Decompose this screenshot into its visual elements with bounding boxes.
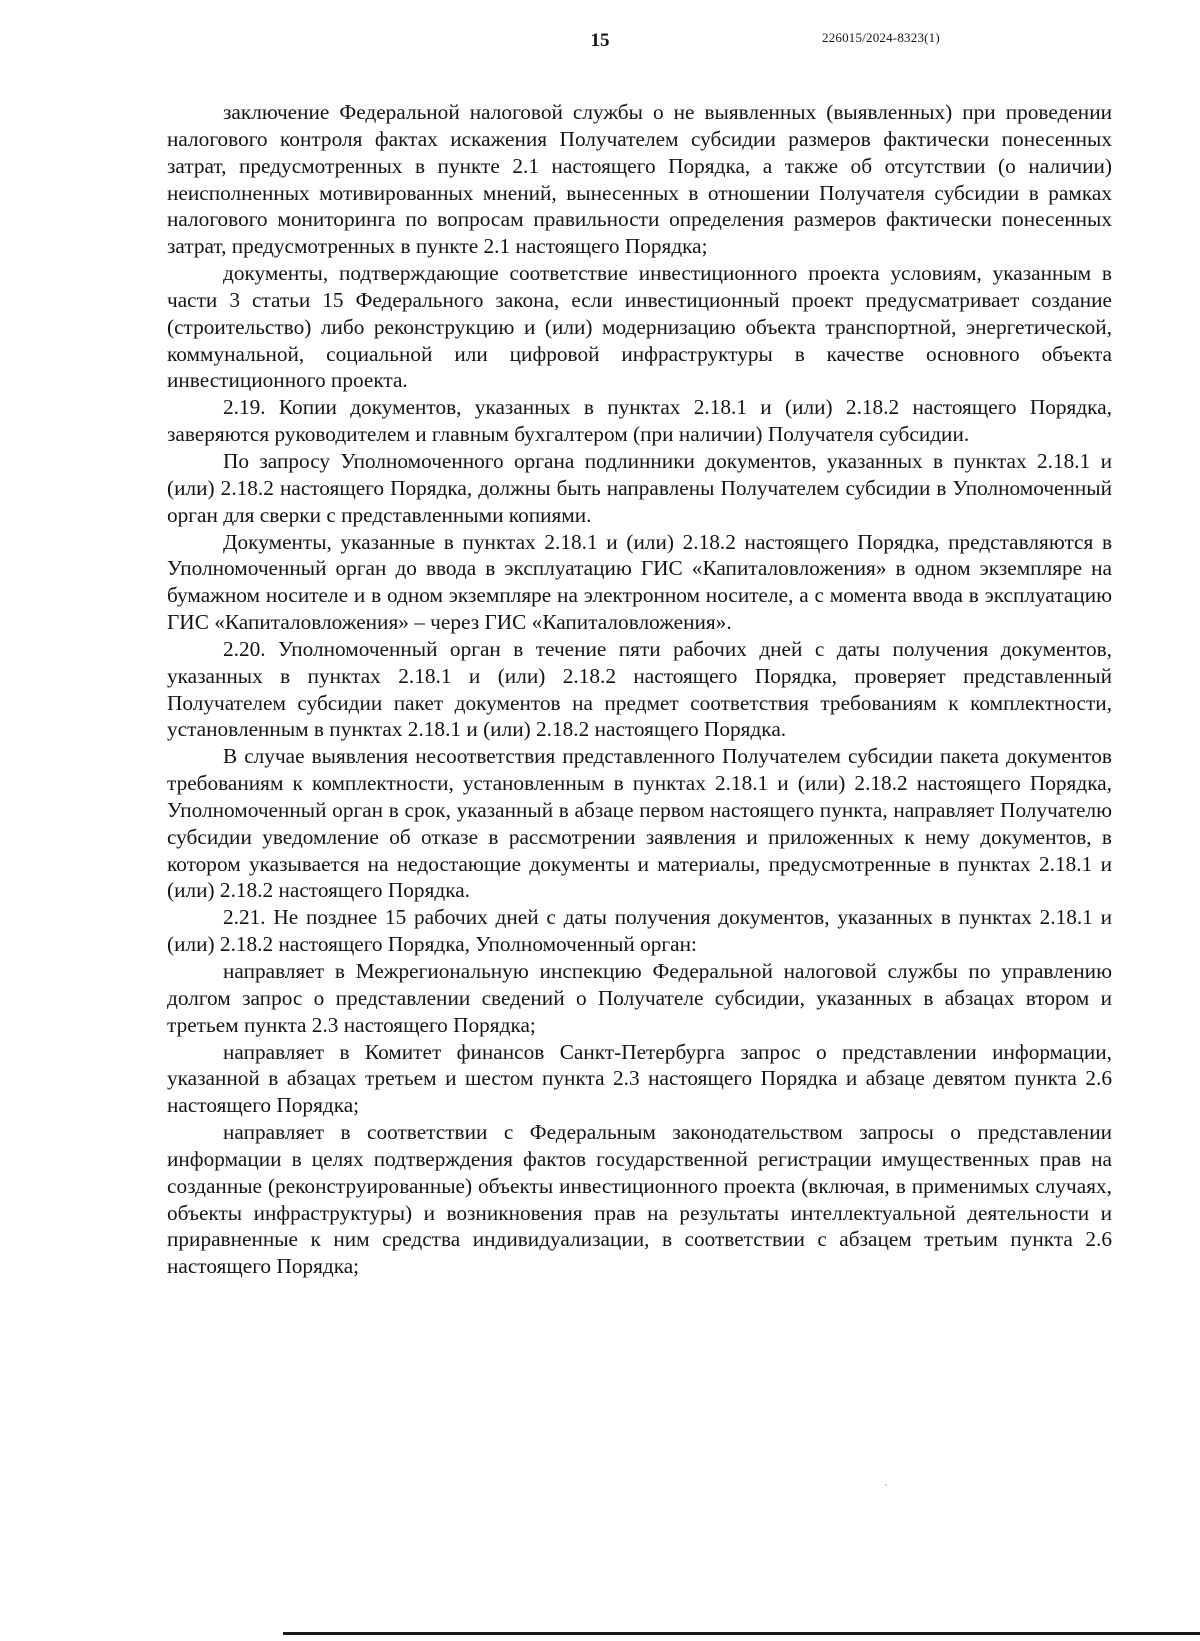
- page-number: 15: [590, 30, 610, 51]
- scan-bottom-edge: [283, 1632, 1200, 1635]
- paragraph-request-tax-inspection: направляет в Межрегиональную инспекцию Федеральной налоговой службы по управлению долгом запрос о представлении сведений о Получателе субсидии, указанных в абзацах втором и третьем пункта 2.3 настоящего Порядка;: [167, 959, 1112, 1037]
- paragraph-submission-format: Документы, указанные в пунктах 2.18.1 и (или) 2.18.2 настоящего Порядка, представляются в Уполномоченный орган до ввода в эксплуатацию ГИС «Капиталовложения» в одном экземпляре на бумажном носителе и в одном экземпляре на электронном носителе, а с момента ввода в эксплуатацию ГИС «Капиталовложения» – через ГИС «Капиталовложения».: [167, 529, 1112, 635]
- document-id: 226015/2024-8323(1): [822, 30, 940, 45]
- paragraph-request-registration-info: направляет в соответствии с Федеральным законодательством запросы о представлении информации в целях подтверждения фактов государственной регистрации имущественных прав на созданные (реконструированные) объекты инвестиционного проекта (включая, в применимых случаях, объекты инфраструктуры) и возникновения прав на результаты интеллектуальной деятельности и приравненные к ним средства индивидуализации, в соответствии с абзацем третьим пункта 2.6 настоящего Порядка;: [167, 1120, 1112, 1279]
- paragraph-nonconformity-notice: В случае выявления несоответствия представленного Получателем субсидии пакета документов требованиям к комплектности, установленным в пунктах 2.18.1 и (или) 2.18.2 настоящего Порядка, Уполномоченный орган в срок, указанный в абзаце первом настоящего пункта, направляет Получателю субсидии уведомление об отказе в рассмотрении заявления и приложенных к нему документов, в котором указывается на недостающие документы и материалы, предусмотренные в пунктах 2.18.1 и (или) 2.18.2 настоящего Порядка.: [167, 744, 1112, 903]
- paragraph-investment-project-documents: документы, подтверждающие соответствие инвестиционного проекта условиям, указанным в части 3 статьи 15 Федерального закона, если инвестиционный проект предусматривает создание (строительство) либо реконструкцию и (или) модернизацию объекта транспортной, энергетической, коммунальной, социальной или цифровой инфраструктуры в качестве основного объекта инвестиционного проекта.: [167, 261, 1112, 393]
- paragraph-fns-conclusion: заключение Федеральной налоговой службы о не выявленных (выявленных) при проведении налогового контроля фактах искажения Получателем субсидии размеров фактически понесенных затрат, предусмотренных в пункте 2.1 настоящего Порядка, а также об отсутствии (о наличии) неисполненных мотивированных мнений, вынесенных в отношении Получателя субсидии в рамках налогового мониторинга по вопросам правильности определения размеров фактически понесенных затрат, предусмотренных в пункте 2.1 настоящего Порядка;: [167, 100, 1112, 259]
- paragraph-originals-request: По запросу Уполномоченного органа подлинники документов, указанных в пунктах 2.18.1 и (или) 2.18.2 настоящего Порядка, должны быть направлены Получателем субсидии в Уполномоченный орган для сверки с представленными копиями.: [167, 448, 1112, 527]
- paragraph-2-21: 2.21. Не позднее 15 рабочих дней с даты получения документов, указанных в пунктах 2.18.1 и (или) 2.18.2 настоящего Порядка, Уполномоченный орган:: [167, 905, 1112, 957]
- paragraph-2-20: 2.20. Уполномоченный орган в течение пяти рабочих дней с даты получения документов, указанных в пунктах 2.18.1 и (или) 2.18.2 настоящего Порядка, проверяет представленный Получателем субсидии пакет документов на предмет соответствия требованиям к комплектности, установленным в пунктах 2.18.1 и (или) 2.18.2 настоящего Порядка.: [167, 636, 1112, 742]
- paragraph-request-finance-committee: направляет в Комитет финансов Санкт-Петербурга запрос о представлении информации, указанной в абзацах третьем и шестом пункта 2.3 настоящего Порядка и абзаце девятом пункта 2.6 настоящего Порядка;: [167, 1039, 1112, 1118]
- document-body: [167, 99, 1112, 1280]
- scan-speck: [885, 1484, 887, 1486]
- paragraph-2-19: 2.19. Копии документов, указанных в пунктах 2.18.1 и (или) 2.18.2 настоящего Порядка, заверяются руководителем и главным бухгалтером (при наличии) Получателя субсидии.: [167, 395, 1112, 447]
